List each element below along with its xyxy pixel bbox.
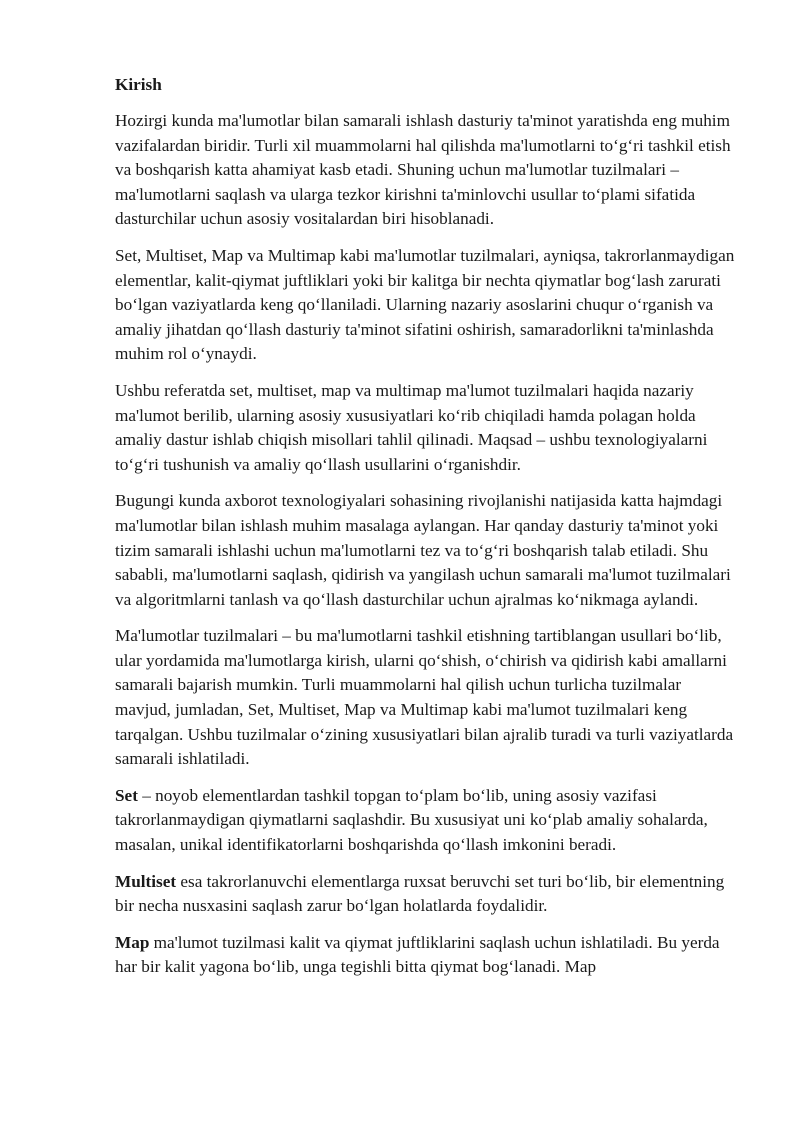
term-set: Set [115, 785, 138, 805]
definition-multiset-text: esa takrorlanuvchi elementlarga ruxsat beruvchi set turi bo‘lib, bir elementning bir necha nusxasini saqlash zarur bo‘lgan holatlarda foydalidir. [115, 871, 725, 916]
definition-set-text: – noyob elementlardan tashkil topgan to‘plam bo‘lib, uning asosiy vazifasi takrorlanmaydigan qiymatlarni saqlashdir. Bu xususiyat uni ko‘plab amaliy sohalarda, masalan, unikal identifikatorlarni boshqarishda qo‘llash imkonini beradi. [115, 785, 708, 855]
paragraph-3: Ushbu referatda set, multiset, map va multimap ma'lumot tuzilmalari haqida nazariy ma'lumot berilib, ularning asosiy xususiyatlari ko‘rib chiqiladi hamda polagan holda amaliy dastur ishlab chiqish misollari tahlil qilinadi. Maqsad – ushbu texnologiyalarni to‘g‘ri tushunish va amaliy qo‘llash usullarini o‘rganishdir. [115, 380, 708, 474]
paragraph-2: Set, Multiset, Map va Multimap kabi ma'lumotlar tuzilmalari, ayniqsa, takrorlanmaydigan elementlar, kalit-qiymat juftliklari yoki bir kalitga bir nechta qiymatlar bog‘lash zarurati bo‘lgan vaziyatlarda keng qo‘llaniladi. Ularning nazariy asoslarini chuqur o‘rganish va amaliy jihatdan qo‘llash dasturiy ta'minot sifatini oshirish, samaradorlikni ta'minlashda muhim rol o‘ynaydi. [115, 245, 735, 364]
paragraph-5: Ma'lumotlar tuzilmalari – bu ma'lumotlarni tashkil etishning tartiblangan usullari bo‘lib, ular yordamida ma'lumotlarga kirish, ularni qo‘shish, o‘chirish va qidirish kabi amallarni samarali bajarish mumkin. Turli muammolarni hal qilish uchun turlicha tuzilmalar mavjud, jumladan, Set, Multiset, Map va Multimap kabi ma'lumot tuzilmalari keng tarqalgan. Ushbu tuzilmalar o‘zining xususiyatlari bilan ajralib turadi va turli vaziyatlarda samarali ishlatiladi. [115, 626, 734, 769]
paragraph-1: Hozirgi kunda ma'lumotlar bilan samarali ishlash dasturiy ta'minot yaratishda eng muhim vazifalardan biridir. Turli xil muammolarni hal qilishda ma'lumotlarni to‘g‘ri tashkil etish va boshqarish katta ahamiyat kasb etadi. Shuning uchun ma'lumotlar tuzilmalari – ma'lumotlarni saqlash va ularga tezkor kirishni ta'minlovchi usullar to‘plami sifatida dasturchilar uchun asosiy vositalardan biri hisoblanadi. [115, 111, 731, 229]
definition-multiset [115, 870, 740, 919]
definition-set [115, 784, 740, 858]
definition-map [115, 931, 740, 980]
section-heading: Kirish [115, 75, 162, 94]
document-page [115, 73, 740, 992]
definition-map-text: ma'lumot tuzilmasi kalit va qiymat juftliklarini saqlash uchun ishlatiladi. Bu yerda har bir kalit yagona bo‘lib, unga tegishli bitta qiymat bog‘lanadi. Map [115, 932, 720, 977]
term-map: Map [115, 932, 150, 952]
paragraph-4: Bugungi kunda axborot texnologiyalari sohasining rivojlanishi natijasida katta hajmdagi ma'lumotlar bilan ishlash muhim masalaga aylangan. Har qanday dasturiy ta'minot yoki tizim samarali ishlashi uchun ma'lumotlarni tez va to‘g‘ri boshqarish talab etiladi. Shu sababli, ma'lumotlarni saqlash, qidirish va yangilash uchun samarali ma'lumot tuzilmalari va algoritmlarni tanlash va qo‘llash dasturchilar uchun ajralmas ko‘nikmaga aylandi. [115, 491, 731, 609]
term-multiset: Multiset [115, 871, 177, 891]
